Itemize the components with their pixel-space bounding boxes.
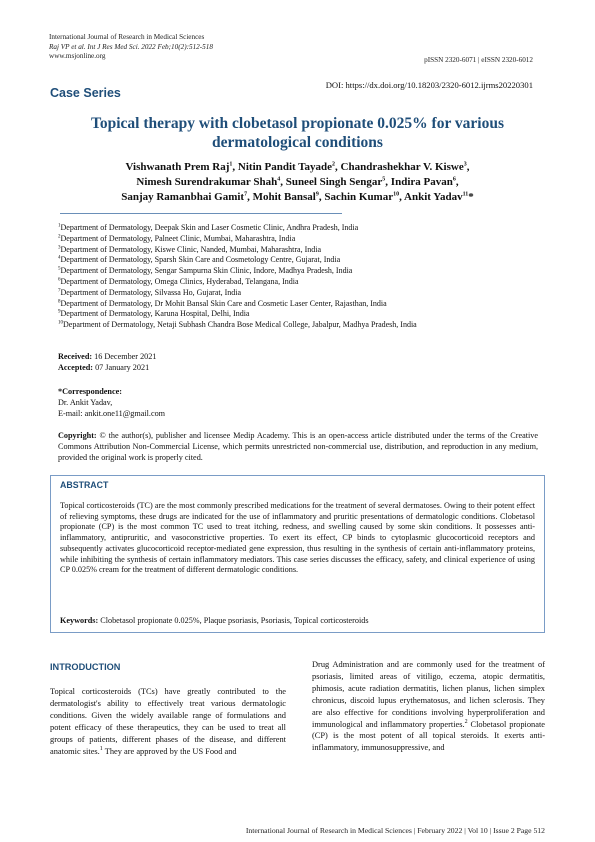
author-line: Vishwanath Prem Raj$^1$, Nitin Pandit Tayade$^2$, Chandrashekhar V. Kiswe$^3$, <box>125 161 470 173</box>
citation: Raj VP et al. Int J Res Med Sci. 2022 Feb;10(2):512-518 <box>49 42 213 51</box>
author-affiliation-number: 7 <box>244 191 248 198</box>
received-date: Received: 16 December 2021 <box>58 352 157 361</box>
correspondence-email: E-mail: ankit.one11@gmail.com <box>58 409 166 418</box>
introduction-heading: INTRODUCTION <box>50 662 121 672</box>
correspondence-name: Dr. Ankit Yadav, <box>58 398 113 407</box>
correspondence <box>58 386 165 419</box>
author-name: Mohit Bansal <box>252 191 316 203</box>
abstract-heading: ABSTRACT <box>60 480 109 490</box>
author-name: Sachin Kumar <box>324 191 394 203</box>
author-affiliation-number: 5 <box>382 176 386 183</box>
author-affiliation-number: 6 <box>452 176 456 183</box>
affiliation-item: $^8$Department of Dermatology, Dr Mohit Bansal Skin Care and Cosmetic Laser Center, Rajasthan, India <box>58 298 387 308</box>
title-line-1: Topical therapy with clobetasol propionate 0.025% for various <box>90 115 505 132</box>
affiliation-item: $^2$Department of Dermatology, Palneet Clinic, Mumbai, Maharashtra, India <box>58 233 296 243</box>
author-name: Nimesh Surendrakumar Shah <box>136 176 278 188</box>
author-affiliation-number: 10 <box>393 191 400 198</box>
page-footer: International Journal of Research in Medical Sciences | February 2022 | Vol 10 | Issue 2 Page 512 <box>245 826 545 835</box>
author-affiliation-number: 4 <box>277 176 281 183</box>
intro-column-2: Drug Administration and are commonly used for the treatment of psoriasis, limited areas of vitiligo, eczema, atopic dermatitis, phimosis, acute radiation dermatitis, lichen planus, lichen simplex chronicus, discoid lupus erythematosus, and lichen sclerosis. They are also effective for conditions involving hyperproliferation and immunological and inflammatory properties.$^2$ Clobetasol propionate (CP) is the most potent of all topical steroids. It exerts anti-inflammatory, immunosuppressive, and <box>312 660 546 753</box>
dates <box>58 351 156 373</box>
author-name: Vishwanath Prem Raj <box>125 161 230 173</box>
author-name: Sanjay Ramanbhai Gamit <box>121 191 245 203</box>
intro-column-1: Topical corticosteroids (TCs) have greatly contributed to the dermatologist's ability to effectively treat various dermatologic conditions. Given the widely available range of formulations and potent efficacy of these therapeutics, they can be used to treat all groups of patients, different phases of the disease, and different anatomic sites.$^1$ They are approved by the US Food and <box>50 687 286 756</box>
affiliation-item: $^6$Department of Dermatology, Omega Clinics, Hyderabad, Telangana, India <box>58 276 299 286</box>
article-category: Case Series <box>50 86 121 100</box>
author-affiliation-number: 1 <box>229 161 233 168</box>
author-name: Ankit Yadav <box>404 191 463 203</box>
correspondence-label: *Correspondence: <box>58 387 122 396</box>
author-line: Sanjay Ramanbhai Gamit$^7$, Mohit Bansal$^9$, Sachin Kumar$^{10}$, Ankit Yadav$^{11}$* <box>121 191 474 203</box>
author-affiliation-number: 2 <box>332 161 336 168</box>
affiliation-item: $^4$Department of Dermatology, Sparsh Skin Care and Cosmetology Centre, Gujarat, India <box>58 255 341 265</box>
abstract-text: Topical corticosteroids (TC) are the most commonly prescribed medications for the treatment of several dermatoses. Owing to their potent effect of relieving symptoms, these drugs are indicated for the use of inflammatory and pruritic presentations of dermatologic conditions. Clobetasol propionate (CP) is the most common TC used to treat itching, redness, and swelling caused by some skin conditions. It possesses anti-inflammatory, antipruritic, and vasoconstrictive properties. To exert its effect, CP binds to cytoplasmic glucocorticoid receptors and subsequently activates glucocorticoid receptor-mediated gene expression, thus resulting in the synthesis of certain anti-inflammatory proteins, while inhibiting the synthesis of certain inflammatory mediators. This case series discusses the efficacy, safety, and clinical experience of using CP 0.025% cream for the treatment of different dermatologic conditions. <box>60 501 535 575</box>
author-name: Chandrashekhar V. Kiswe <box>340 161 464 173</box>
doi: DOI: https://dx.doi.org/10.18203/2320-6012.ijrms20220301 <box>325 80 533 90</box>
affiliation-item: $^3$Department of Dermatology, Kiswe Clinic, Nanded, Mumbai, Maharashtra, India <box>58 244 322 254</box>
author-affiliation-number: 11 <box>462 191 469 198</box>
affiliation-item: $^7$Department of Dermatology, Silvassa Ho, Gujarat, India <box>58 287 242 297</box>
title-line-2: dermatological conditions <box>212 134 383 151</box>
divider <box>60 213 342 214</box>
author-name: Suneel Singh Sengar <box>285 176 383 188</box>
affiliation-item: $^5$Department of Dermatology, Sengar Sampurna Skin Clinic, Indore, Madhya Pradesh, India <box>58 266 353 276</box>
affiliation-list <box>58 223 548 331</box>
author-name: Nitin Pandit Tayade <box>237 161 333 173</box>
journal-name: International Journal of Research in Medical Sciences <box>49 33 205 41</box>
author-name: Indira Pavan <box>390 176 453 188</box>
author-affiliation-number: 3 <box>463 161 467 168</box>
affiliation-item: $^1$Department of Dermatology, Deepak Skin and Laser Cosmetic Clinic, Andhra Pradesh, India <box>58 223 359 232</box>
author-affiliation-number: 9 <box>315 191 319 198</box>
affiliation-item: $^9$Department of Dermatology, Karuna Hospital, Delhi, India <box>58 309 250 319</box>
affiliation-item: $^{10}$Department of Dermatology, Netaji Subhash Chandra Bose Medical College, Jabalpur, Madhya Pradesh, India <box>58 320 417 330</box>
article-title <box>49 114 546 152</box>
journal-header <box>49 33 213 62</box>
author-list <box>49 160 546 205</box>
issn: pISSN 2320-6071 | eISSN 2320-6012 <box>424 56 533 64</box>
author-line: Nimesh Surendrakumar Shah$^4$, Suneel Singh Sengar$^5$, Indira Pavan$^6$, <box>136 176 459 188</box>
accepted-date: Accepted: 07 January 2021 <box>58 363 150 372</box>
website: www.msjonline.org <box>49 52 106 60</box>
copyright: Copyright: © the author(s), publisher and licensee Medip Academy. This is an open-access article distributed under the terms of the Creative Commons Attribution Non-Commercial License, which permits unrestricted non-commercial use, distribution, and reproduction in any medium, provided the original work is properly cited. <box>58 431 538 462</box>
keywords: Keywords: Clobetasol propionate 0.025%, Plaque psoriasis, Psoriasis, Topical corticosteroids <box>60 616 369 625</box>
